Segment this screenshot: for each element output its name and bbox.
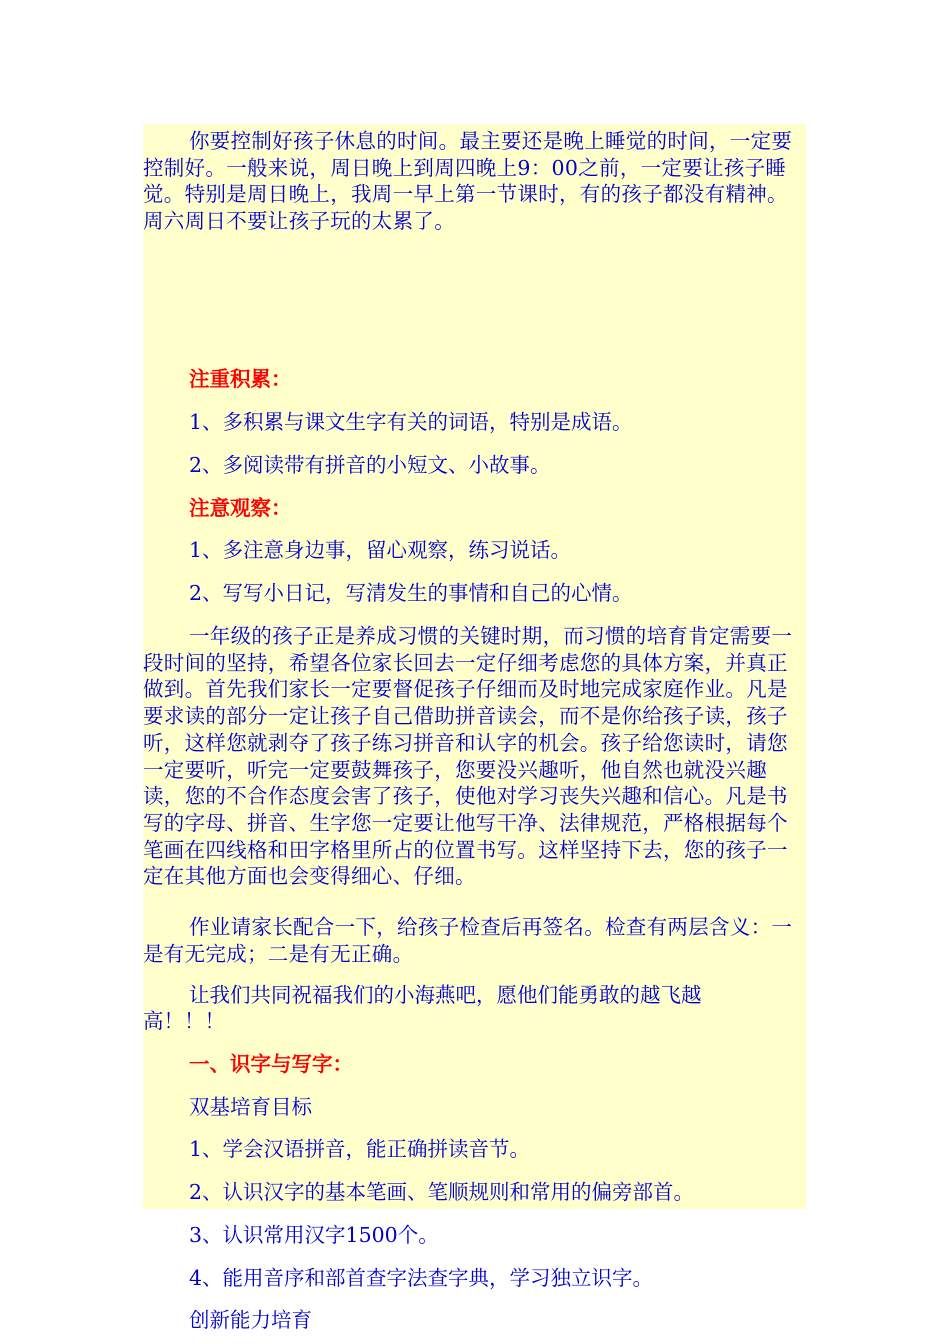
observe-item-1: 1、多注意身边事，留心观察，练习说话。 (189, 538, 572, 562)
goal-item-2: 2、认识汉字的基本笔画、笔顺规则和常用的偏旁部首。 (189, 1180, 695, 1204)
paragraph-blessing-line-1: 让我们共同祝福我们的小海燕吧，愿他们能勇敢的越飞越 (189, 983, 702, 1007)
accumulate-item-1: 1、多积累与课文生字有关的词语，特别是成语。 (189, 410, 633, 434)
heading-accumulate: 注重积累： (189, 367, 292, 391)
subheading-innovation: 创新能力培育 (189, 1308, 312, 1332)
paragraph-habits: 一年级的孩子正是养成习惯的关键时期，而习惯的培育肯定需要一段时间的坚持，希望各位家长回去一定仔细考虑您的具体方案，并真正做到。首先我们家长一定要督促孩子仔细而及时地完成家庭作业。凡是要求读的部分一定让孩子自己借助拼音读会，而不是你给孩子读，孩子听，这样您就剥夺了孩子练习拼音和认字的机会。孩子给您读时，请您一定要听，听完一定要鼓舞孩子，您要没兴趣听，他自然也就没兴趣读，您的不合作态度会害了孩子，使他对学习丧失兴趣和信心。凡是书写的字母、拼音、生字您一定要让他写干净、法律规范，严格根据每个笔画在四线格和田字格里所占的位置书写。这样坚持下去，您的孩子一定在其他方面也会变得细心、仔细。 (143, 624, 793, 889)
heading-observe: 注意观察： (189, 496, 292, 520)
goal-item-3: 3、认识常用汉字1500个。 (189, 1223, 439, 1247)
heading-literacy: 一、识字与写字： (189, 1052, 353, 1076)
paragraph-blessing-line-2: 高！！！ (143, 1009, 225, 1033)
goal-item-1: 1、学会汉语拼音，能正确拼读音节。 (189, 1137, 531, 1161)
paragraph-sleep-time: 你要控制好孩子休息的时间。最主要还是晚上睡觉的时间，一定要控制好。一般来说，周日晚上到周四晚上9：00之前，一定要让孩子睡觉。特别是周日晚上，我周一早上第一节课时，有的孩子都没有精神。周六周日不要让孩子玩的太累了。 (143, 129, 793, 234)
subheading-basic-goals: 双基培育目标 (189, 1095, 312, 1119)
accumulate-item-2: 2、多阅读带有拼音的小短文、小故事。 (189, 453, 551, 477)
goal-item-4: 4、能用音序和部首查字法查字典，学习独立识字。 (189, 1266, 654, 1290)
paragraph-homework-check: 作业请家长配合一下，给孩子检查后再签名。检查有两层含义：一是有无完成；二是有无正确。 (143, 915, 793, 966)
document-page (143, 124, 806, 1332)
observe-item-2: 2、写写小日记，写清发生的事情和自己的心情。 (189, 581, 633, 605)
